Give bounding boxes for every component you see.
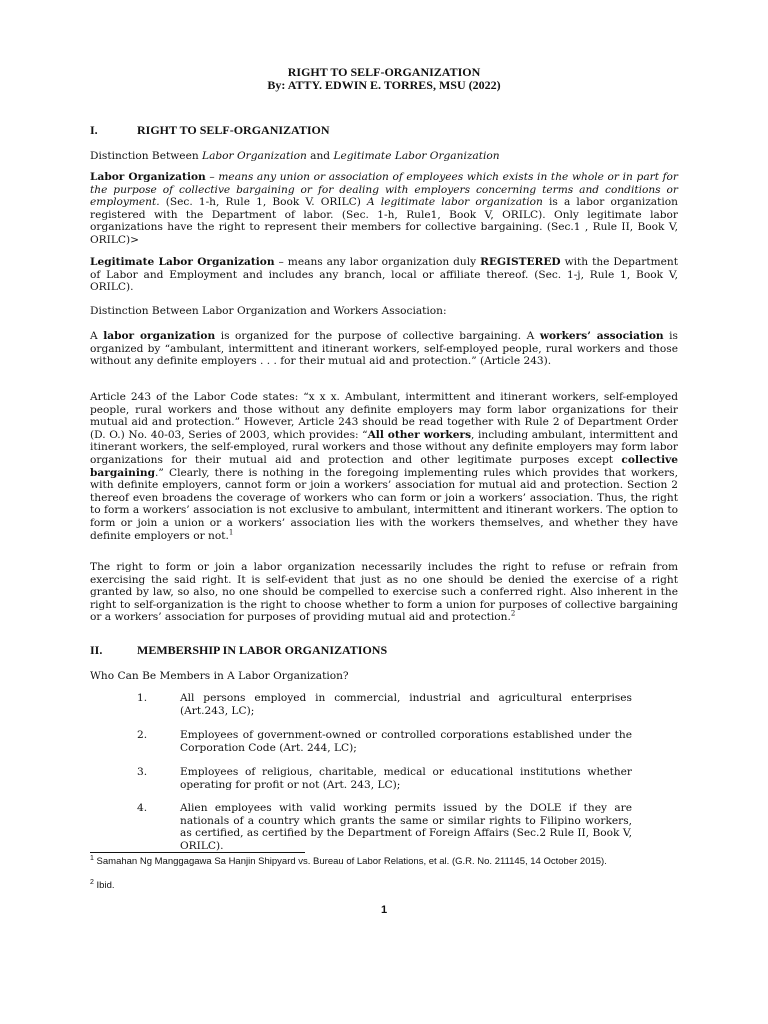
list-item-number: 1. bbox=[137, 692, 148, 704]
distinction-line: Distinction Between Labor Organization and Legitimate Labor Organization bbox=[90, 150, 500, 162]
list-item-number: 2. bbox=[137, 729, 148, 741]
list-item-number: 3. bbox=[137, 766, 148, 778]
footnote-divider bbox=[90, 852, 305, 853]
paragraph-article-243: Article 243 of the Labor Code states: “x x x. Ambulant, intermittent and itinerant workers, self-employed people, rural workers and those without any definite employers may form labor organizations for their mutual aid and protection.” However, Article 243 should be read together with Rule 2 of Department Order (D. O.) No. 40-03, Series of 2003, which provides: “All other workers, including ambulant, intermittent and itinerant workers, the self-employed, rural workers and those without any definite employers may form labor organizations for their mutual aid and protection and other legitimate purposes except collective bargaining.” Clearly, there is nothing in the foregoing implementing rules which provides that workers, with definite employers, cannot form or join a workers’ association for mutual aid and protection. Section 2 thereof even broadens the coverage of workers who can form or join a workers’ association. Thus, the right to form a workers’ association is not exclusive to ambulant, intermittent and itinerant workers. The option to form or join a union or a workers’ association lies with the workers themselves, and whether they have definite employers or not.$^1$ bbox=[90, 391, 678, 542]
list-item: All persons employed in commercial, industrial and agricultural enterprises (Art.243, LC); bbox=[180, 692, 632, 717]
footnote-ref-2[interactable]: 2 bbox=[510, 609, 516, 618]
document-byline: By: ATTY. EDWIN E. TORRES, MSU (2022) bbox=[267, 78, 501, 92]
distinction-workers-association: Distinction Between Labor Organization and Workers Association: bbox=[90, 305, 447, 317]
footnote-ref-1[interactable]: 1 bbox=[228, 528, 234, 536]
page-number: 1 bbox=[380, 904, 388, 916]
section-2-number: II. bbox=[90, 643, 103, 657]
paragraph-labor-vs-workers: A labor organization is organized for the purpose of collective bargaining. A workers’ association is organized by “ambulant, intermittent and itinerant workers, self-employed people, rural workers and those without any definite employers . . . for their mutual aid and protection.” (Article 243). bbox=[90, 330, 678, 368]
members-question: Who Can Be Members in A Labor Organization? bbox=[90, 670, 349, 682]
list-item-number: 4. bbox=[137, 802, 148, 814]
labor-organization-definition: Labor Organization – means any union or association of employees which exists in the whole or in part for the purpose of collective bargaining or for dealing with employers concerning terms and conditions or employment. (Sec. 1-h, Rule 1, Book V. ORILC) A legitimate labor organization is a labor organization registered with the Department of labor. (Sec. 1-h, Rule1, Book V, ORILC). Only legitimate labor organizations have the right to represent their members for collective bargaining. (Sec.1 , Rule II, Book V, ORILC)> bbox=[90, 171, 678, 246]
section-1-number: I. bbox=[90, 123, 98, 137]
legitimate-labor-organization-definition: Legitimate Labor Organization – means any labor organization duly REGISTERED with the Department of Labor and Employment and includes any branch, local or affiliate thereof. (Sec. 1-j, Rule 1, Book V, ORILC). bbox=[90, 256, 678, 294]
section-1-heading: RIGHT TO SELF-ORGANIZATION bbox=[137, 123, 330, 137]
footnote-2: $^2$ Ibid. bbox=[90, 878, 115, 891]
section-2-heading: MEMBERSHIP IN LABOR ORGANIZATIONS bbox=[137, 643, 388, 657]
document-title: RIGHT TO SELF-ORGANIZATION bbox=[287, 65, 481, 79]
list-item: Alien employees with valid working permits issued by the DOLE if they are nationals of a country which grants the same or similar rights to Filipino workers, as certified, as certified by the Department of Foreign Affairs (Sec.2 Rule II, Book V, ORILC). bbox=[180, 802, 632, 852]
paragraph-right-to-refrain: The right to form or join a labor organization necessarily includes the right to refuse or refrain from exercising the said right. It is self-evident that just as no one should be denied the exercise of a right granted by law, so also, no one should be compelled to exercise such a conferred right. Also inherent in the right to self-organization is the right to choose whether to form a union for purposes of collective bargaining or a workers’ association for purposes of providing mutual aid and protection.$^2$ bbox=[90, 561, 678, 624]
list-item: Employees of religious, charitable, medical or educational institutions whether operating for profit or not (Art. 243, LC); bbox=[180, 766, 632, 791]
footnote-1: $^1$ Samahan Ng Manggagawa Sa Hanjin Shipyard vs. Bureau of Labor Relations, et al. (G.R. No. 211145, 14 October 2015). bbox=[90, 854, 607, 867]
list-item: Employees of government-owned or controlled corporations established under the Corporation Code (Art. 244, LC); bbox=[180, 729, 632, 754]
